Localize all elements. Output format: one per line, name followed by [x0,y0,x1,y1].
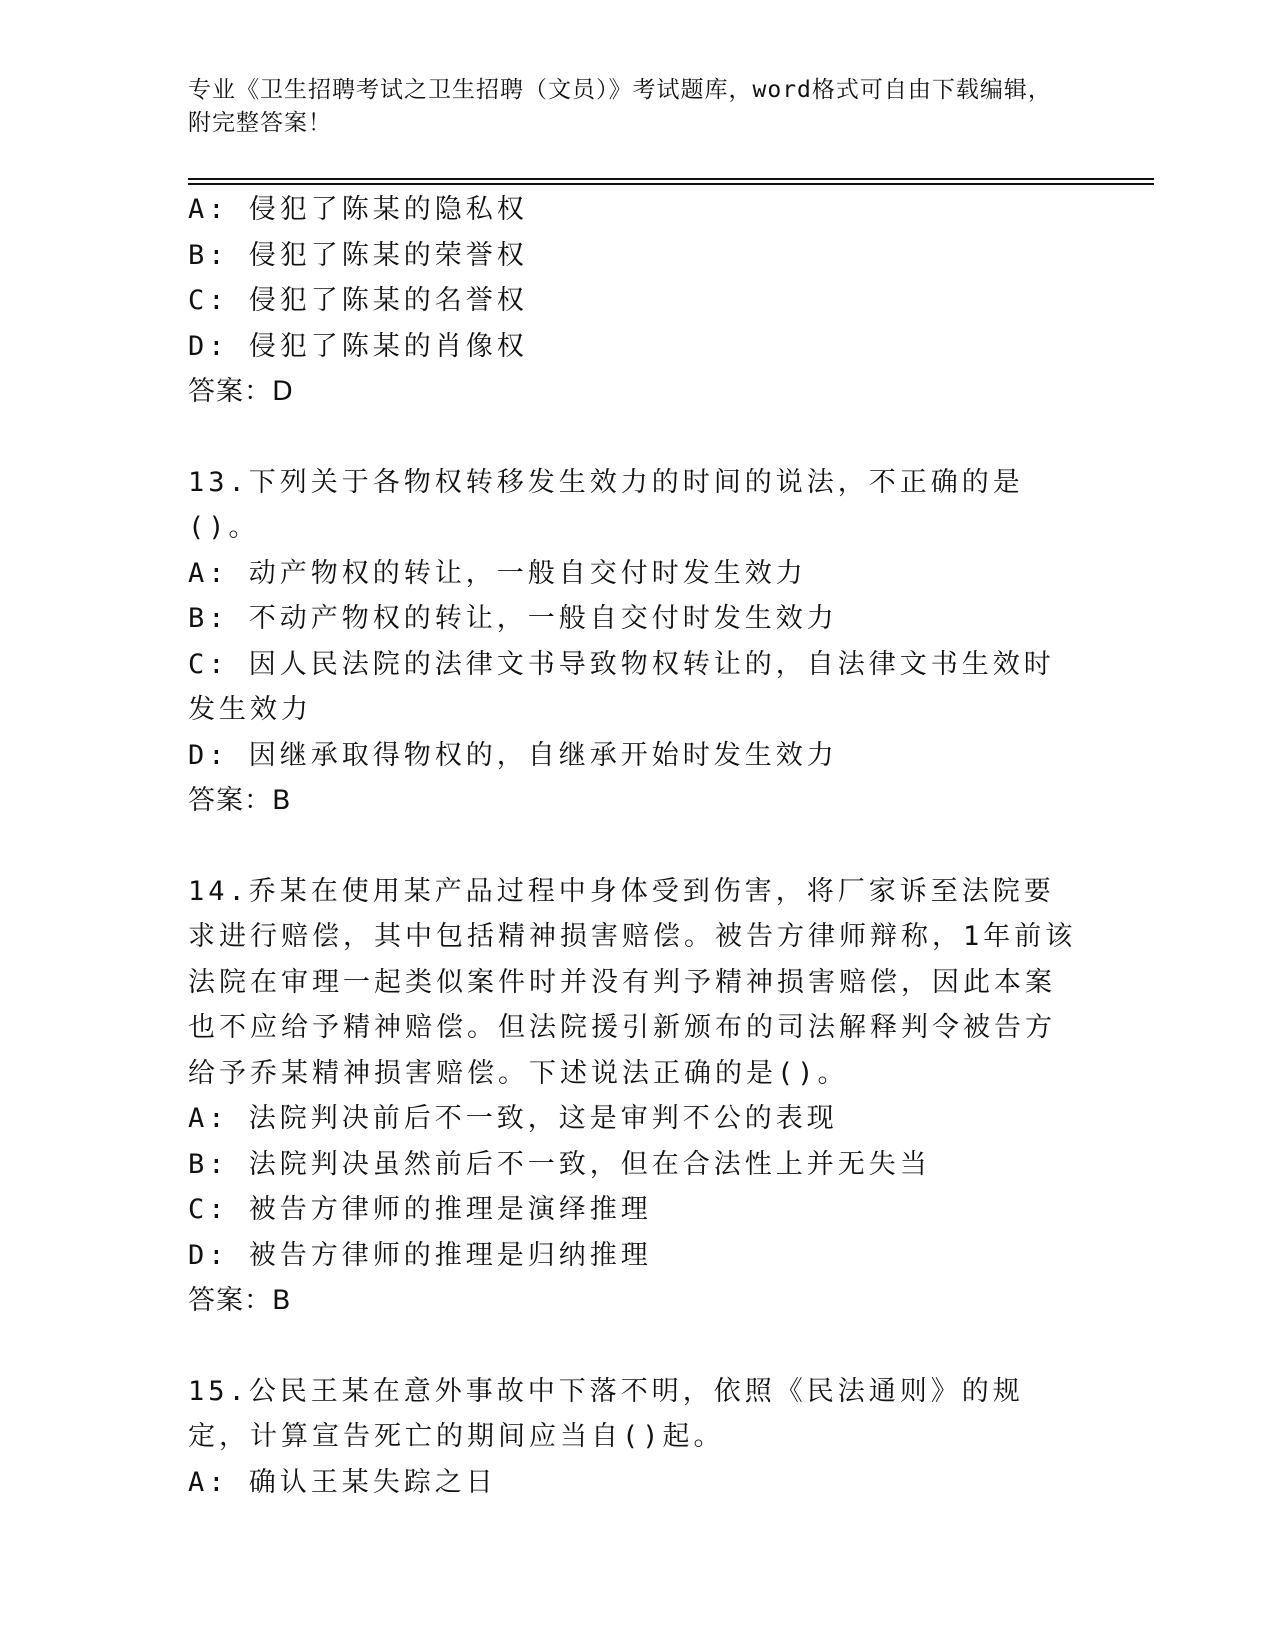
q13-option-d: D: 因继承取得物权的，自继承开始时发生效力 [188,739,838,771]
header-rule-top [188,178,1154,180]
spacer [188,1324,1088,1369]
question-14 [188,869,1088,1324]
question-13 [188,460,1088,824]
question-12 [188,187,1088,415]
q13-answer: 答案：B [188,785,292,816]
document-header: 专业《卫生招聘考试之卫生招聘（文员）》考试题库，word格式可自由下载编辑，附完整答案！ [188,77,1052,136]
header-rule-bottom [188,183,1154,185]
q12-option-b: B: 侵犯了陈某的荣誉权 [188,239,528,271]
q13-option-a: A: 动产物权的转让，一般自交付时发生效力 [188,557,807,589]
q14-option-d: D: 被告方律师的推理是归纳推理 [188,1239,652,1271]
q15-option-a: A: 确认王某失踪之日 [188,1466,497,1498]
q14-stem: 14.乔某在使用某产品过程中身体受到伤害，将厂家诉至法院要求进行赔偿，其中包括精神损害赔偿。被告方律师辩称，1年前该法院在审理一起类似案件时并没有判予精神损害赔偿，因此本案也不应给予精神赔偿。但法院援引新颁布的司法解释判令被告方给予乔某精神损害赔偿。下述说法正确的是()。 [188,875,1077,1089]
q15-stem: 15.公民王某在意外事故中下落不明，依照《民法通则》的规定，计算宣告死亡的期间应当自()起。 [188,1375,1024,1452]
q14-answer: 答案：B [188,1285,292,1316]
q13-option-c: C: 因人民法院的法律文书导致物权转让的，自法律文书生效时发生效力 [188,648,1055,725]
q12-option-c: C: 侵犯了陈某的名誉权 [188,285,528,316]
q13-option-b: B: 不动产物权的转让，一般自交付时发生效力 [188,603,838,634]
q14-option-b: B: 法院判决虽然前后不一致，但在合法性上并无失当 [188,1148,931,1180]
question-15 [188,1369,1088,1506]
spacer [188,824,1088,869]
spacer [188,415,1088,460]
q13-stem: 13.下列关于各物权转移发生效力的时间的说法，不正确的是()。 [188,466,1024,543]
q14-option-c: C: 被告方律师的推理是演绎推理 [188,1194,652,1225]
question-list [188,187,1088,1505]
q12-answer: 答案：D [188,376,294,407]
q12-option-d: D: 侵犯了陈某的肖像权 [188,330,528,362]
q14-option-a: A: 法院判决前后不一致，这是审判不公的表现 [188,1103,838,1134]
q12-option-a: A: 侵犯了陈某的隐私权 [188,194,528,225]
